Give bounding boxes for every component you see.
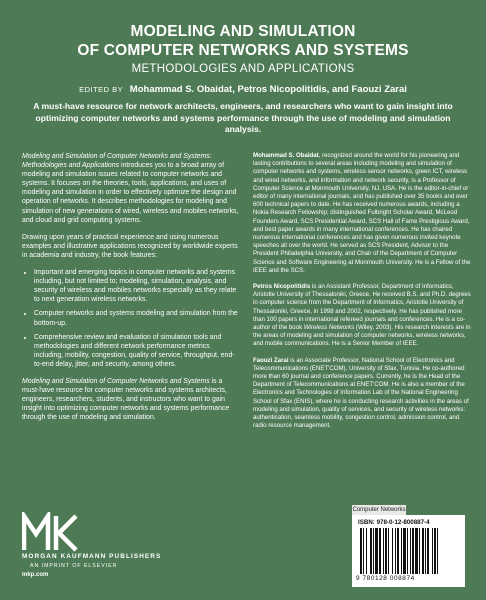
editors-label: EDITED BY <box>79 85 124 94</box>
bios-column <box>253 152 471 439</box>
bio-book-title: Wireless Networks <box>303 324 355 332</box>
closing-title: Modeling and Simulation of Computer Networks and Systems <box>22 377 210 385</box>
bio-name: Petros Nicopolitidis <box>253 283 311 291</box>
tagline: A must-have resource for network architects, engineers, and researchers who want to gain insight into optimizing computer networks and systems performance through the use of modeling and simulation analysis. <box>33 101 453 134</box>
bio-text: is an Associate Professor, National School of Electronics and Telecommunications (ENET'COM), University of Sfax, Tunisia. He co-authored more than 60 journal and conference papers. Currently, he is the Head of the Department of Telecommunications at ENET'COM. He is also a member of the Electronics and Technologies of Information Lab of the National Engineering School of Sfax (ENIS), where he is conducting research activities in the areas of modeling and simulation, quality of services, and security of wireless networks: authentication, seamless mobility, congestion control, admission control, and radio resource management. <box>253 356 469 430</box>
barcode-number: 9 780128 008874 <box>356 575 415 582</box>
editors-names: Mohammad S. Obaidat, Petros Nicopolitidis, and Faouzi Zarai <box>129 84 407 95</box>
description-column <box>22 152 240 430</box>
bio-zarai <box>253 357 471 431</box>
publisher-name: MORGAN KAUFMANN PUBLISHERS <box>22 553 162 560</box>
bio-name: Faouzi Zarai <box>253 356 289 364</box>
barcode-icon <box>358 528 458 574</box>
intro-title: Modeling and Simulation of Computer Networks and Systems: Methodologies and Applications <box>22 153 212 170</box>
barcode-block <box>352 515 465 587</box>
intro-paragraph <box>22 152 240 225</box>
feature-item: • Important and emerging topics in computer networks and systems including, but not limited to; modeling, simulation, analysis, and security of wireless and mobiles networks especially as they relate to next generation wireless networks. <box>34 268 240 304</box>
feature-item: • Comprehensive review and evaluation of simulation tools and methodologies and different network performance metrics including, mobility, congestion, quality of service, throughput, end-to-end delay, jitter, and security, among others. <box>34 333 240 369</box>
features-lead: Drawing upon years of practical experience and using numerous examples and illustrative applications recognized by worldwide experts in academia and industry, the book features: <box>22 233 238 259</box>
isbn-text: ISBN: 978-0-12-800887-4 <box>358 519 430 526</box>
bio-nicopolitidis <box>253 283 471 349</box>
editors-line <box>0 84 486 95</box>
features-list <box>22 268 240 369</box>
bio-name: Mohammad S. Obaidat <box>253 152 319 159</box>
bio-text: (Wiley, 2003). His research interests are in the areas of modeling and simulation of computer networks, wireless networks, and mobile communications. He is a Senior Member of IEEE. <box>253 324 471 348</box>
category-label: Computer Networks <box>352 507 406 513</box>
book-title-line-2: OF COMPUTER NETWORKS AND SYSTEMS <box>77 42 409 59</box>
book-title-line-1: MODELING AND SIMULATION <box>130 23 356 40</box>
bio-obaidat <box>253 152 471 275</box>
feature-item: • Computer networks and systems modeling and simulation from the bottom-up. <box>34 309 240 327</box>
bio-text: is an Assistant Professor, Department of Informatics, Aristotle University of Thessaloniki, Greece. He received B.S. and Ph.D. degrees in computer science from the Department of Informatics, Aristotle University of Thessaloniki, Greece, in 1998 and 2002, respectively. He has published more than 100 papers in international refereed journals and conferences. He is a co-author of the book <box>253 283 471 332</box>
mk-logo-icon <box>22 512 82 552</box>
closing-text: is a must-have resource for computer networks and systems architects, engineers, researchers, students, and instructors who want to gain insight into optimizing computer networks and systems performance through the use of modeling and simulation. <box>22 377 230 422</box>
intro-text: introduces you to a broad array of modeling and simulation issues related to computer networks and systems. It focuses on the theories, tools, applications, and uses of modeling and simulation in order to effectively optimize the design and operation of networks. It describes methodologies for modeling and simulation of new generations of wired, wireless and mobiles networks, and cloud and grid computing systems. <box>22 162 239 224</box>
imprint-line: AN IMPRINT OF ELSEVIER <box>30 563 118 569</box>
bio-text: , recognized around the world for his pioneering and lasting contributions to several areas including modeling and simulation of computer networks and systems, wireless sensor networks, green ICT, wireless and wired networks, and information and network security, is a Professor of Computer Science at Monmouth University, NJ, USA. He is the editor-in-chief or editor of many international journals, and has published over 35 books and over 600 technical papers to date. He has received numerous awards, including a Nokia Research Fellowship; distinguished Fulbright Scholar Award, McLeod Founders Award, SCS Presidential Award, SCS Hall of Fame Prestigious Award, and best paper awards in many international conferences. He has chaired numerous international conferences and has given numerous invited keynote speeches all over the world. He served as SCS President, Advisor to the President Philadelphia University, and Chair of the Department of Computer Science and Software Engineering at Monmouth University. He is a Fellow of the IEEE and the SCS. <box>253 152 471 274</box>
publisher-url: mkp.com <box>22 572 49 578</box>
book-subtitle: METHODOLOGIES AND APPLICATIONS <box>131 63 355 75</box>
closing-paragraph <box>22 377 240 422</box>
